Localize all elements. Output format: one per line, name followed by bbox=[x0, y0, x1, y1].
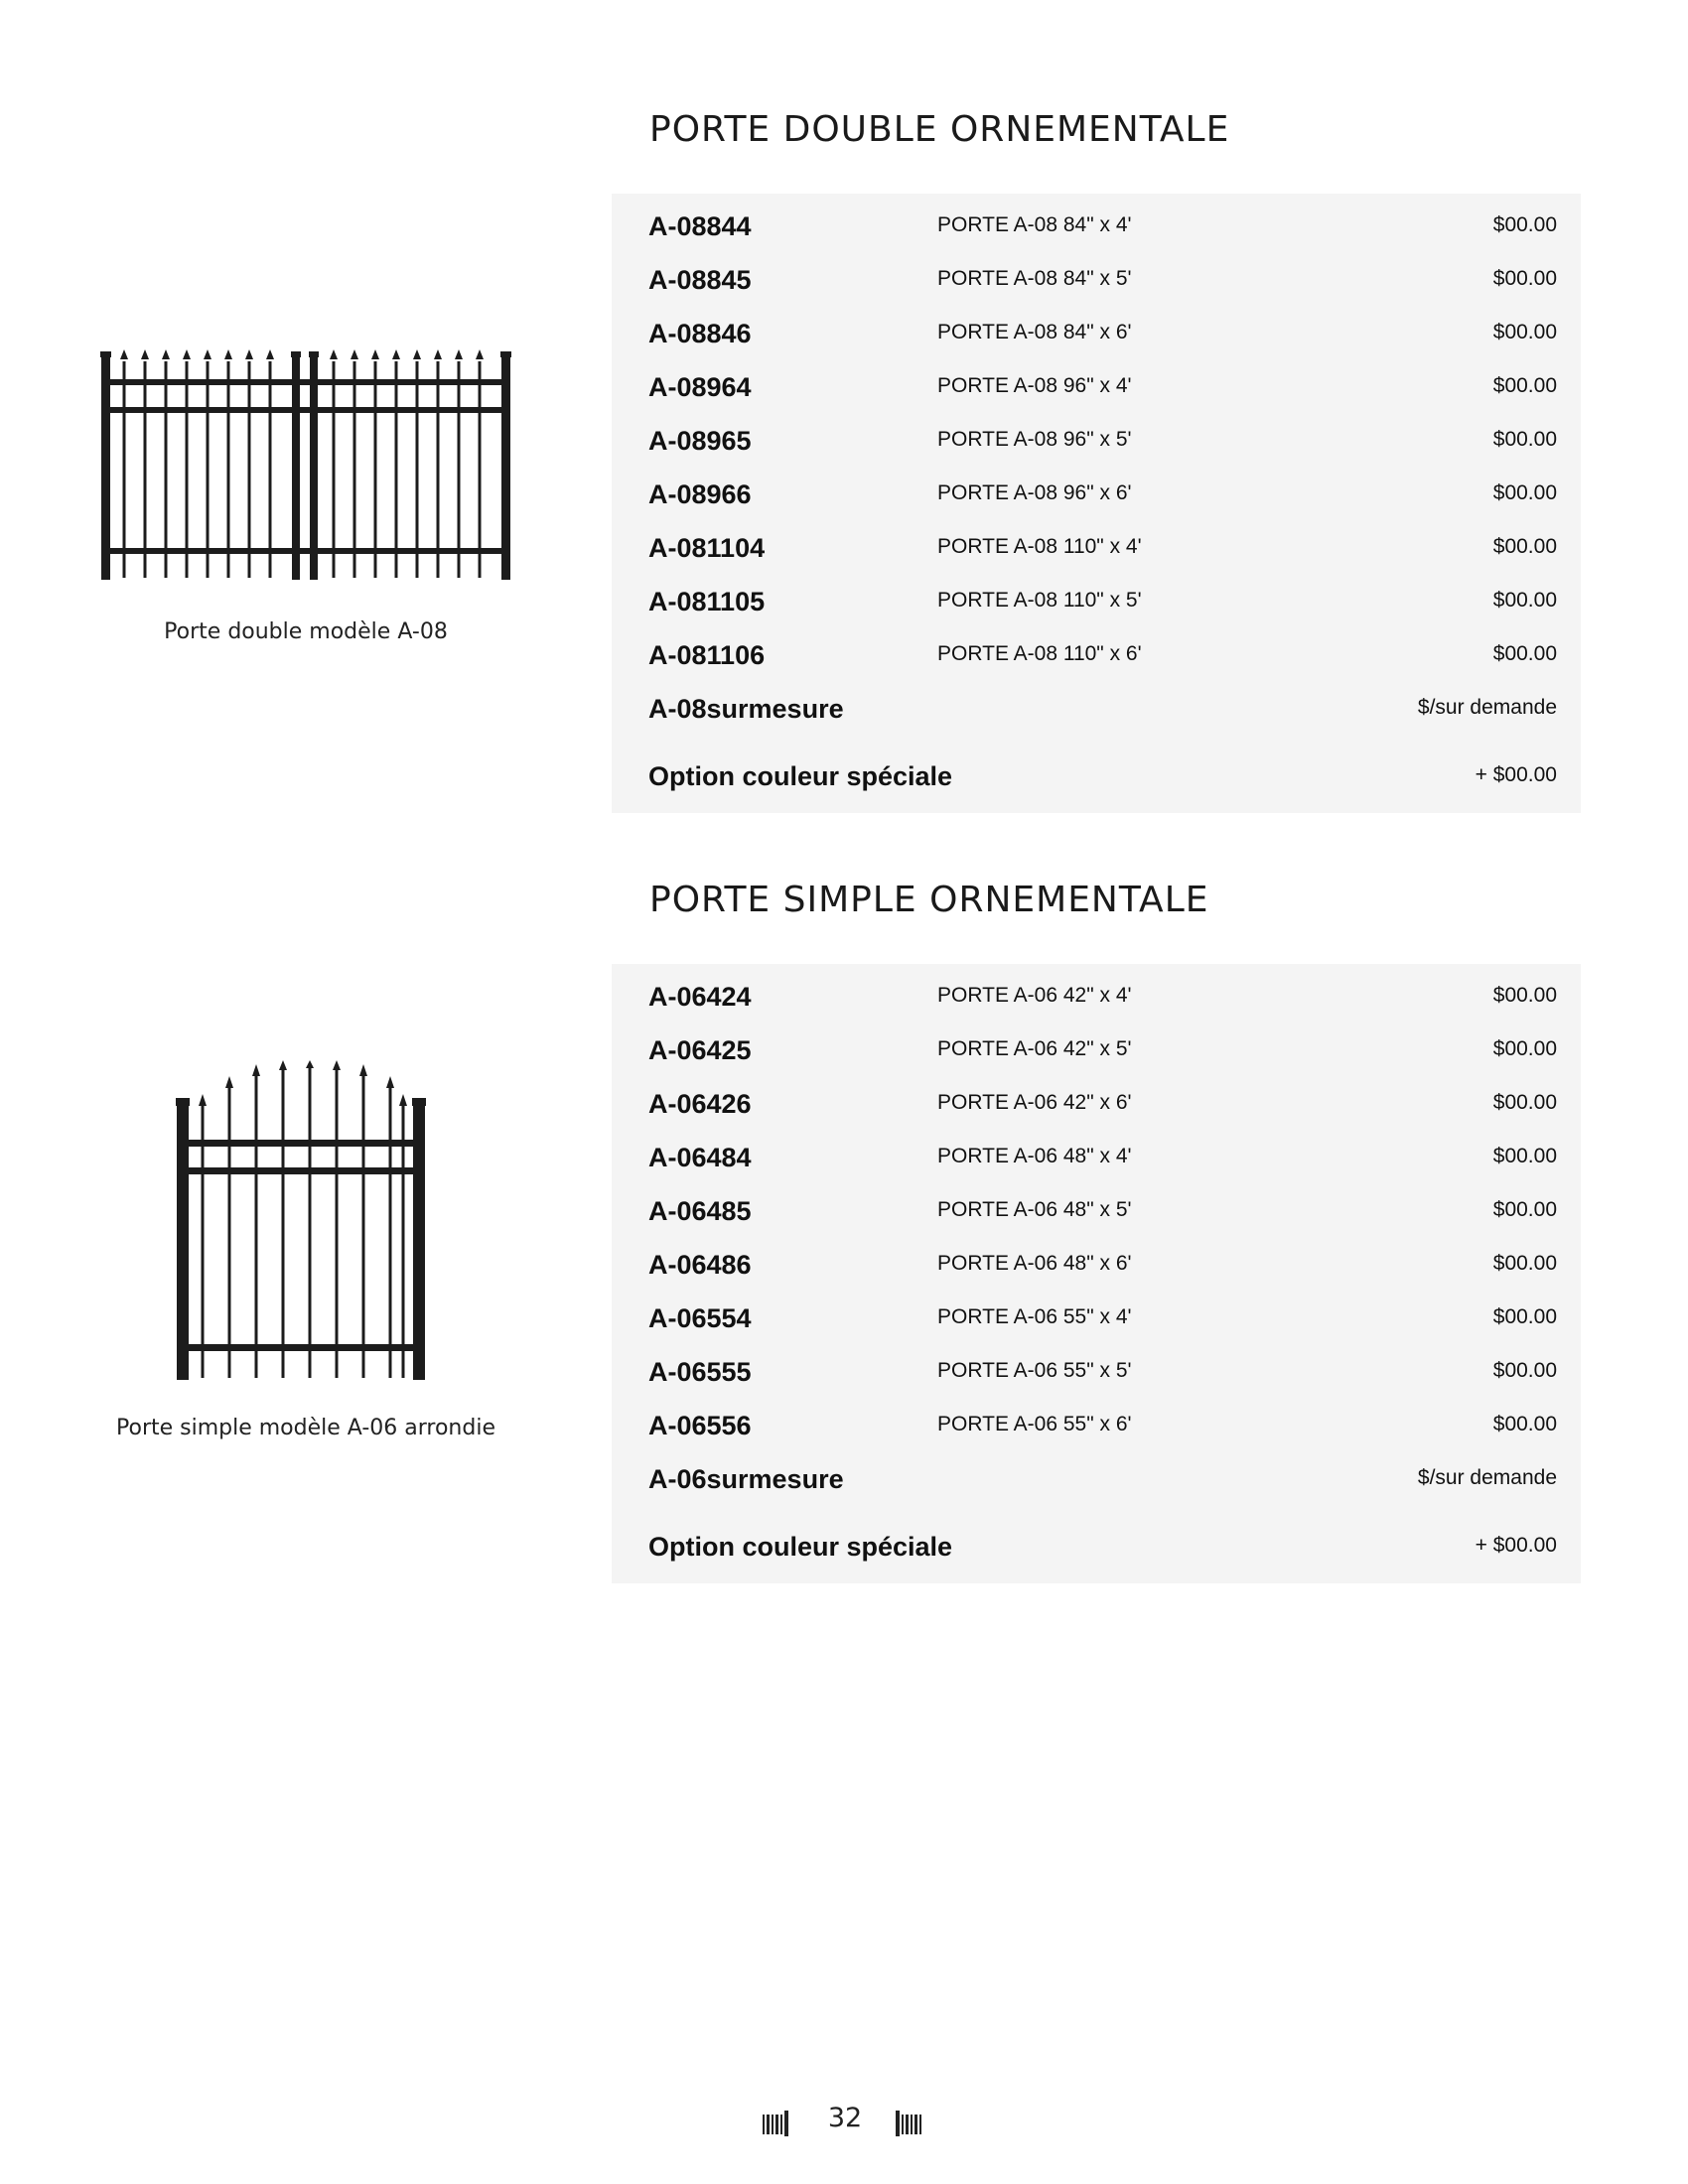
product-price: $00.00 bbox=[1492, 1091, 1557, 1114]
product-price: $00.00 bbox=[1492, 1198, 1557, 1221]
option-price: + $00.00 bbox=[1475, 763, 1557, 786]
product-description: PORTE A-08 110" x 4' bbox=[937, 535, 1142, 558]
product-description: PORTE A-06 55" x 6' bbox=[937, 1413, 1132, 1435]
product-description: PORTE A-06 42" x 5' bbox=[937, 1037, 1132, 1060]
product-price: $00.00 bbox=[1492, 642, 1557, 665]
table-row bbox=[612, 416, 1581, 470]
page-number: 32 bbox=[827, 2103, 863, 2133]
product-code: A-06424 bbox=[648, 982, 752, 1012]
product-description: PORTE A-06 48" x 5' bbox=[937, 1198, 1132, 1221]
double-gate-icon bbox=[99, 347, 512, 582]
product-code: A-08846 bbox=[648, 319, 752, 348]
product-code: A-06556 bbox=[648, 1411, 752, 1440]
table-row bbox=[612, 1133, 1581, 1186]
caption-single-gate: Porte simple modèle A-06 arrondie bbox=[116, 1416, 495, 1440]
product-code: A-081104 bbox=[648, 533, 766, 563]
product-description: PORTE A-08 84" x 4' bbox=[937, 213, 1132, 236]
product-price: $00.00 bbox=[1492, 1359, 1557, 1382]
table-row bbox=[612, 1025, 1581, 1079]
product-code: A-06554 bbox=[648, 1303, 752, 1333]
product-description: PORTE A-08 96" x 5' bbox=[937, 428, 1132, 451]
price-table-double-gate bbox=[612, 194, 1581, 813]
barcode-icon bbox=[763, 2111, 790, 2136]
product-code: A-08845 bbox=[648, 265, 752, 295]
product-code: A-08964 bbox=[648, 372, 752, 402]
section-title-double-gate: PORTE DOUBLE ORNEMENTALE bbox=[649, 109, 1230, 150]
product-price: $00.00 bbox=[1492, 589, 1557, 612]
product-price: $/sur demande bbox=[1417, 1466, 1557, 1489]
caption-double-gate: Porte double modèle A-08 bbox=[164, 619, 448, 644]
option-row bbox=[612, 1522, 1581, 1575]
product-price: $00.00 bbox=[1492, 1413, 1557, 1435]
product-code: A-06425 bbox=[648, 1035, 752, 1065]
table-row bbox=[612, 470, 1581, 523]
product-code: A-081106 bbox=[648, 640, 766, 670]
product-price: $00.00 bbox=[1492, 374, 1557, 397]
single-gate-icon bbox=[175, 1060, 429, 1382]
product-price: $00.00 bbox=[1492, 1037, 1557, 1060]
product-price: $00.00 bbox=[1492, 1252, 1557, 1275]
product-code: A-08966 bbox=[648, 479, 752, 509]
product-code: A-08844 bbox=[648, 211, 752, 241]
table-row bbox=[612, 1240, 1581, 1294]
option-price: + $00.00 bbox=[1475, 1534, 1557, 1557]
table-row bbox=[612, 202, 1581, 255]
table-row bbox=[612, 255, 1581, 309]
product-code: A-06surmesure bbox=[648, 1464, 844, 1494]
product-code: A-08965 bbox=[648, 426, 752, 456]
product-code: A-06485 bbox=[648, 1196, 752, 1226]
product-code: A-06484 bbox=[648, 1143, 752, 1172]
product-price: $00.00 bbox=[1492, 535, 1557, 558]
product-price: $00.00 bbox=[1492, 481, 1557, 504]
table-row bbox=[612, 630, 1581, 684]
product-description: PORTE A-08 96" x 6' bbox=[937, 481, 1132, 504]
table-row bbox=[612, 1401, 1581, 1454]
product-description: PORTE A-08 96" x 4' bbox=[937, 374, 1132, 397]
product-description: PORTE A-06 48" x 4' bbox=[937, 1145, 1132, 1167]
table-row bbox=[612, 1079, 1581, 1133]
product-description: PORTE A-08 84" x 6' bbox=[937, 321, 1132, 343]
table-row-custom bbox=[612, 1454, 1581, 1508]
product-description: PORTE A-08 110" x 6' bbox=[937, 642, 1142, 665]
page-footer bbox=[0, 2103, 1688, 2142]
price-table-single-gate bbox=[612, 964, 1581, 1583]
product-description: PORTE A-08 84" x 5' bbox=[937, 267, 1132, 290]
section-title-single-gate: PORTE SIMPLE ORNEMENTALE bbox=[649, 880, 1209, 920]
product-description: PORTE A-06 55" x 4' bbox=[937, 1305, 1132, 1328]
table-row bbox=[612, 577, 1581, 630]
table-row bbox=[612, 972, 1581, 1025]
product-code: A-081105 bbox=[648, 587, 766, 616]
product-code: A-06486 bbox=[648, 1250, 752, 1280]
option-row bbox=[612, 751, 1581, 805]
table-row-custom bbox=[612, 684, 1581, 738]
table-row bbox=[612, 523, 1581, 577]
table-row bbox=[612, 362, 1581, 416]
table-row bbox=[612, 1294, 1581, 1347]
product-price: $00.00 bbox=[1492, 321, 1557, 343]
table-row bbox=[612, 1186, 1581, 1240]
product-description: PORTE A-06 48" x 6' bbox=[937, 1252, 1132, 1275]
option-label: Option couleur spéciale bbox=[648, 761, 953, 791]
table-row bbox=[612, 1347, 1581, 1401]
product-price: $00.00 bbox=[1492, 267, 1557, 290]
product-description: PORTE A-06 42" x 6' bbox=[937, 1091, 1132, 1114]
product-code: A-06426 bbox=[648, 1089, 752, 1119]
product-price: $00.00 bbox=[1492, 984, 1557, 1007]
product-code: A-06555 bbox=[648, 1357, 752, 1387]
table-row bbox=[612, 309, 1581, 362]
option-label: Option couleur spéciale bbox=[648, 1532, 953, 1562]
product-description: PORTE A-08 110" x 5' bbox=[937, 589, 1142, 612]
product-code: A-08surmesure bbox=[648, 694, 844, 724]
barcode-icon bbox=[896, 2111, 923, 2136]
product-description: PORTE A-06 55" x 5' bbox=[937, 1359, 1132, 1382]
product-price: $00.00 bbox=[1492, 213, 1557, 236]
product-description: PORTE A-06 42" x 4' bbox=[937, 984, 1132, 1007]
product-price: $00.00 bbox=[1492, 428, 1557, 451]
product-price: $00.00 bbox=[1492, 1145, 1557, 1167]
product-price: $00.00 bbox=[1492, 1305, 1557, 1328]
product-price: $/sur demande bbox=[1417, 696, 1557, 719]
